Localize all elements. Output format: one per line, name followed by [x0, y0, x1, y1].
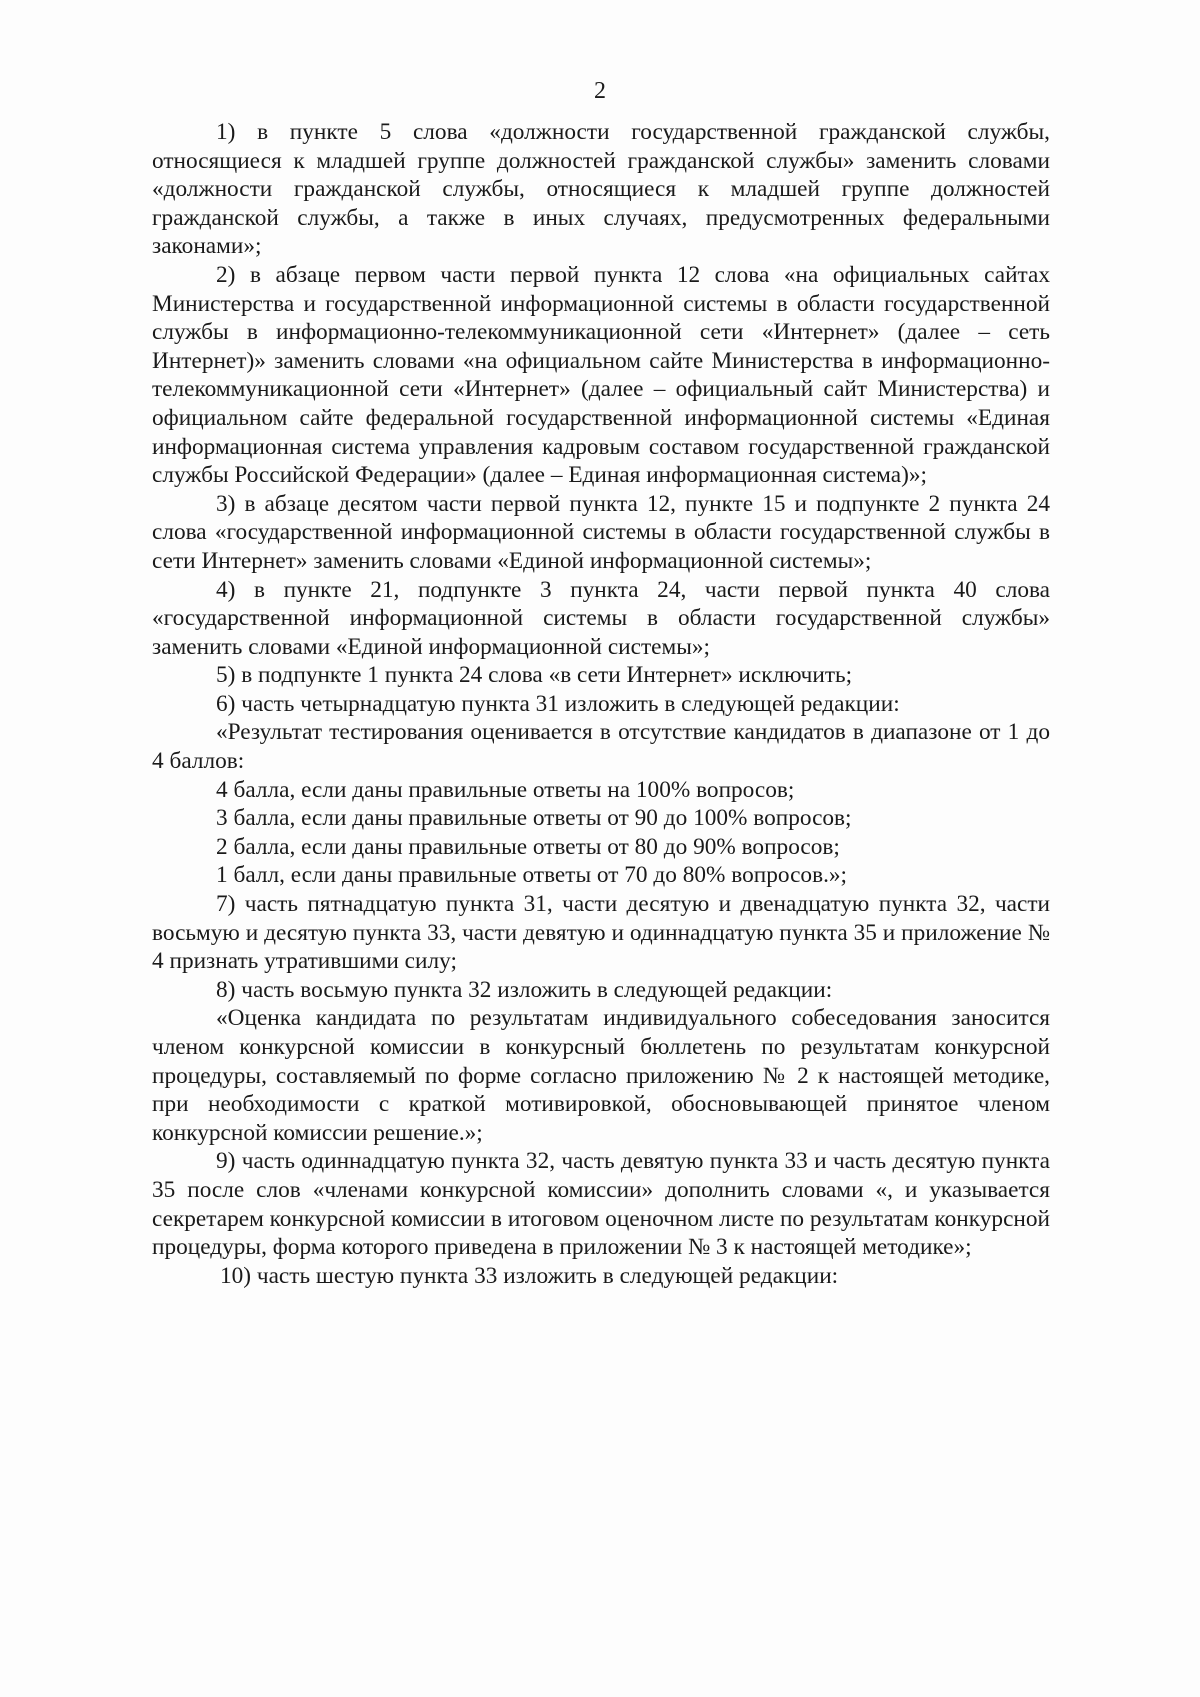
score-line-2: 2 балла, если даны правильные ответы от 80 до 90% вопросов; [216, 833, 840, 860]
paragraph-item-2: 2) в абзаце первом части первой пункта 12 слова «на официальных сайтах Министерства и государственной информационной системы в области государственной службы в информационно-телекоммуникационной сети «Интернет» (далее – сеть Интернет)» заменить словами «на официальном сайте Министерства в информационно-телекоммуникационной сети «Интернет» (далее – официальный сайт Министерства) и официальном сайте федеральной государственной информационной системы «Единая информационная система управления кадровым составом государственной гражданской службы Российской Федерации» (далее – Единая информационная система)»; [152, 261, 1050, 489]
paragraph-item-8: 8) часть восьмую пункта 32 изложить в следующей редакции: [216, 976, 833, 1003]
paragraph-item-3: 3) в абзаце десятом части первой пункта 12, пункте 15 и подпункте 2 пункта 24 слова «государственной информационной системы в области государственной службы в сети Интернет» заменить словами «Единой информационной системы»; [152, 490, 1050, 574]
score-line-4: 4 балла, если даны правильные ответы на 100% вопросов; [216, 776, 795, 803]
paragraph-item-6: 6) часть четырнадцатую пункта 31 изложить в следующей редакции: [216, 690, 900, 717]
paragraph-item-1: 1) в пункте 5 слова «должности государственной гражданской службы, относящиеся к младшей группе должностей гражданской службы» заменить словами «должности гражданской службы, относящиеся к младшей группе должностей гражданской службы, а также в иных случаях, предусмотренных федеральными законами»; [152, 119, 1050, 260]
paragraph-item-5: 5) в подпункте 1 пункта 24 слова «в сети Интернет» исключить; [216, 662, 853, 689]
quoted-text-testing-result: «Результат тестирования оценивается в отсутствие кандидатов в диапазоне от 1 до 4 баллов: [152, 719, 1050, 775]
score-line-3: 3 балла, если даны правильные ответы от 90 до 100% вопросов; [216, 805, 852, 832]
paragraph-item-10: 10) часть шестую пункта 33 изложить в следующей редакции: [220, 1262, 839, 1289]
page-number: 2 [594, 78, 606, 104]
quoted-text-candidate-assessment: «Оценка кандидата по результатам индивидуального собеседования заносится членом конкурсной комиссии в конкурсный бюллетень по результатам конкурсной процедуры, составляемый по форме согласно приложению № 2 к настоящей методике, при необходимости с краткой мотивировкой, обосновывающей принятое членом конкурсной комиссии решение.»; [152, 1005, 1050, 1146]
document-body [152, 118, 1050, 1290]
paragraph-item-9: 9) часть одиннадцатую пункта 32, часть девятую пункта 33 и часть десятую пункта 35 после слов «членами конкурсной комиссии» дополнить словами «, и указывается секретарем конкурсной комиссии в итоговом оценочном листе по результатам конкурсной процедуры, форма которого приведена в приложении № 3 к настоящей методике»; [152, 1148, 1050, 1261]
paragraph-item-4: 4) в пункте 21, подпункте 3 пункта 24, части первой пункта 40 слова «государственной информационной системы в области государственной службы» заменить словами «Единой информационной системы»; [152, 576, 1050, 660]
score-line-1: 1 балл, если даны правильные ответы от 70 до 80% вопросов.»; [216, 862, 848, 889]
paragraph-item-7: 7) часть пятнадцатую пункта 31, части десятую и двенадцатую пункта 32, части восьмую и десятую пункта 33, части девятую и одиннадцатую пункта 35 и приложение № 4 признать утратившими силу; [152, 891, 1050, 975]
